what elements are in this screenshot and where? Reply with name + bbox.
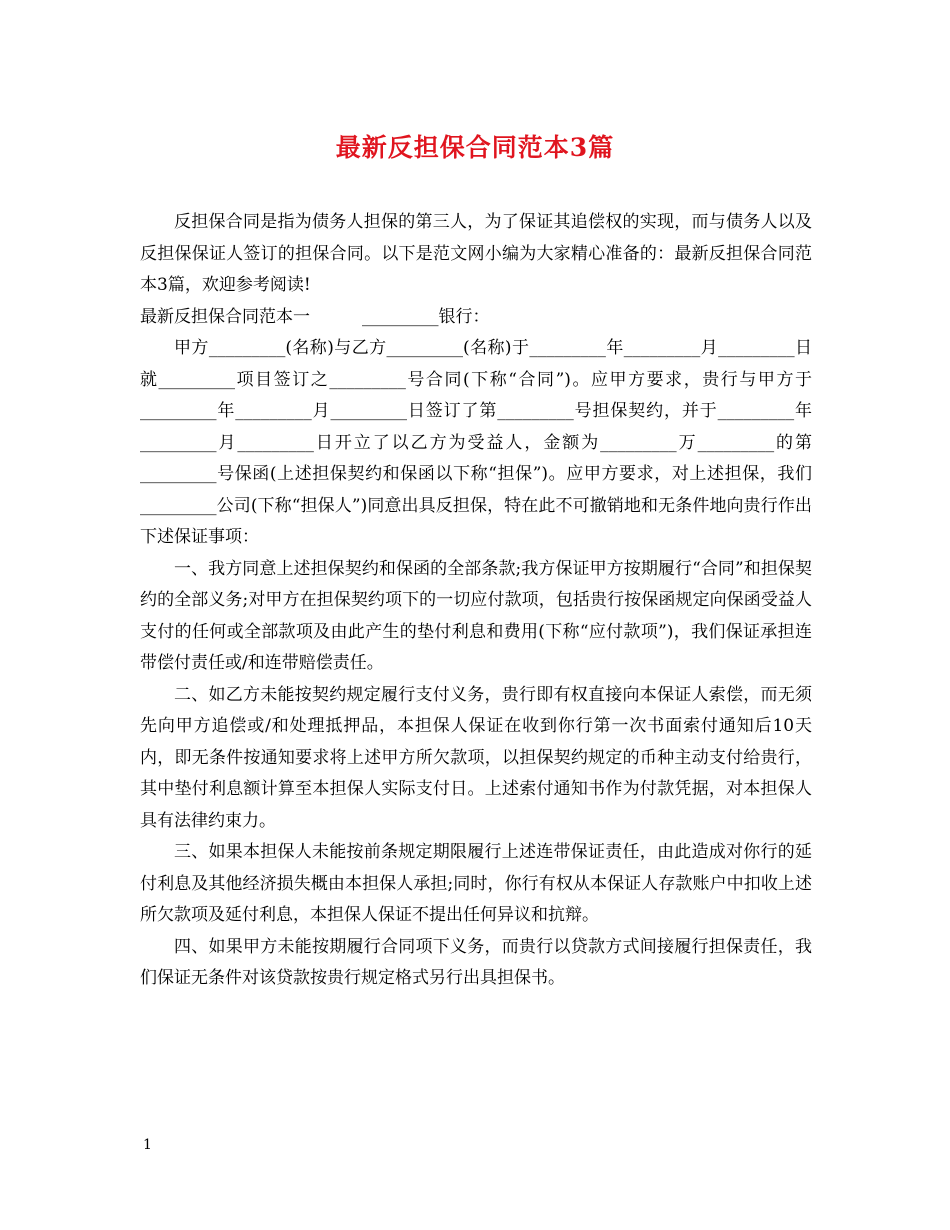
contract-clause-1: 一、我方同意上述担保契约和保函的全部条款;我方保证甲方按期履行“合同”和担保契约的全部义务;对甲方在担保契约项下的一切应付款项，包括贵行按保函规定向保函受益人支付的任何或全部款项及由此产生的垫付利息和费用(下称“应付款项”)，我们保证承担连带偿付责任或/和连带赔偿责任。 (140, 558, 812, 673)
contract-clause-3: 三、如果本担保人未能按前条规定期限履行上述连带保证责任，由此造成对你行的延付利息及其他经济损失概由本担保人承担;同时，你行有权从本保证人存款账户中扣收上述所欠款项及延付利息，本担保人保证不提出任何异议和抗辩。 (140, 842, 812, 925)
section-heading-line (140, 302, 812, 334)
contract-clause-4: 四、如果甲方未能按期履行合同项下义务，而贵行以贷款方式间接履行担保责任，我们保证无条件对该贷款按贵行规定格式另行出具担保书。 (140, 936, 812, 988)
contract-clause-2: 二、如乙方未能按契约规定履行支付义务，贵行即有权直接向本保证人索偿，而无须先向甲方追偿或/和处理抵押品，本担保人保证在收到你行第一次书面索付通知后10天内，即无条件按通知要求将上述甲方所欠款项，以担保契约规定的币种主动支付给贵行，其中垫付利息额计算至本担保人实际支付日。上述索付通知书作为付款凭据，对本担保人具有法律约束力。 (140, 684, 812, 831)
bank-addressee: _________银行： (362, 306, 490, 327)
page-number: 1 (143, 1137, 152, 1153)
contract-paragraph-preamble: 甲方_________(名称)与乙方_________(名称)于_________年_________月_________日就_________项目签订之_________号合同(下称“合同”)。应甲方要求，贵行与甲方于_________年_________月_________日签订了第_________号担保契约，并于_________年_________月_________日开立了以乙方为受益人，金额为_________万_________的第_________号保函(上述担保契约和保函以下称“担保”)。应甲方要求，对上述担保，我们_________公司(下称“担保人”)同意出具反担保，特在此不可撤销地和无条件地向贵行作出下述保证事项： (140, 338, 812, 547)
section-heading: 最新反担保合同范本一 (140, 306, 310, 327)
document-title: 最新反担保合同范本3篇 (335, 133, 615, 162)
document-body (140, 207, 812, 995)
intro-paragraph: 反担保合同是指为债务人担保的第三人，为了保证其追偿权的实现，而与债务人以及反担保保证人签订的担保合同。以下是范文网小编为大家精心准备的：最新反担保合同范本3篇，欢迎参考阅读! (140, 212, 812, 295)
